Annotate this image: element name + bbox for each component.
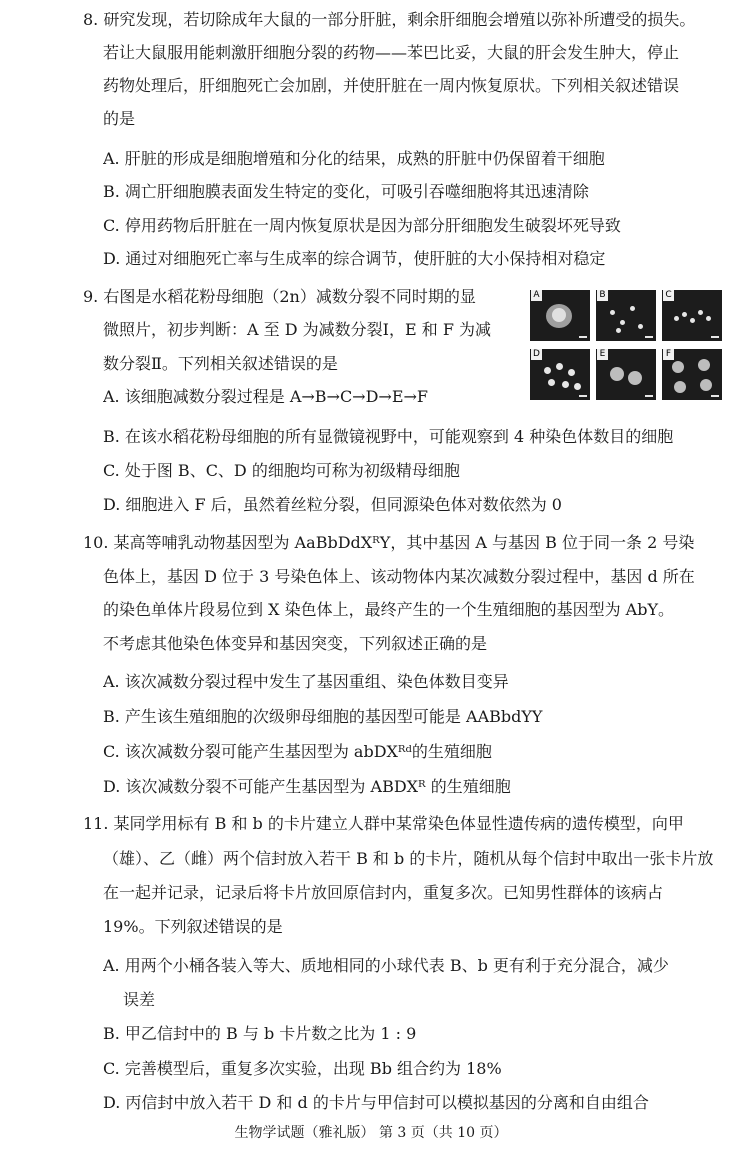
- q8-stem-line-3: 药物处理后，肝细胞死亡会加剧，并使肝脏在一周内恢复原状。下列相关叙述错误: [103, 76, 680, 95]
- q11-stem-line-4: 19%。下列叙述错误的是: [103, 917, 283, 936]
- q9-option-c: C. 处于图 B、C、D 的细胞均可称为初级精母细胞: [103, 461, 460, 480]
- q10-stem-line-4: 不考虑其他染色体变异和基因突变，下列叙述正确的是: [103, 634, 488, 653]
- panel-label-e: E: [597, 349, 608, 360]
- q11-stem-line-2: （雄）、乙（雌）两个信封放入若干 B 和 b 的卡片，随机从每个信封中取出一张卡片放: [103, 849, 714, 868]
- q11-stem-line-3: 在一起并记录，记录后将卡片放回原信封内，重复多次。已知男性群体的该病占: [103, 883, 664, 902]
- q9-option-a: A. 该细胞减数分裂过程是 A→B→C→D→E→F: [103, 387, 429, 406]
- q11-option-a-continued: 误差: [123, 990, 156, 1009]
- q9-stem-line-2: 微照片，初步判断：A 至 D 为减数分裂Ⅰ，E 和 F 为减: [103, 320, 492, 339]
- q9-option-b: B. 在该水稻花粉母细胞的所有显微镜视野中，可能观察到 4 种染色体数目的细胞: [103, 427, 674, 446]
- q8-option-a: A. 肝脏的形成是细胞增殖和分化的结果，成熟的肝脏中仍保留着干细胞: [103, 149, 605, 168]
- micrograph-panel-b: [596, 290, 656, 341]
- q8-option-d: D. 通过对细胞死亡率与生成率的综合调节，使肝脏的大小保持相对稳定: [103, 249, 606, 268]
- q9-stem-line-1: 9. 右图是水稻花粉母细胞（2n）减数分裂不同时期的显: [83, 287, 476, 306]
- q9-stem-line-3: 数分裂Ⅱ。下列相关叙述错误的是: [103, 354, 338, 373]
- q10-option-a: A. 该次减数分裂过程中发生了基因重组、染色体数目变异: [103, 672, 509, 691]
- panel-label-f: F: [663, 349, 674, 360]
- q11-option-b: B. 甲乙信封中的 B 与 b 卡片数之比为 1 : 9: [103, 1024, 417, 1043]
- q10-stem-line-3: 的染色单体片段易位到 X 染色体上，最终产生的一个生殖细胞的基因型为 AbY。: [103, 600, 675, 619]
- q8-stem-line-1: 8. 研究发现，若切除成年大鼠的一部分肝脏，剩余肝细胞会增殖以弥补所遭受的损失。: [83, 10, 696, 29]
- q11-option-c: C. 完善模型后，重复多次实验，出现 Bb 组合约为 18%: [103, 1059, 502, 1078]
- q10-option-d: D. 该次减数分裂不可能产生基因型为 ABDXᴿ 的生殖细胞: [103, 777, 511, 796]
- q8-stem-line-2: 若让大鼠服用能刺激肝细胞分裂的药物——苯巴比妥，大鼠的肝会发生肿大，停止: [103, 43, 680, 62]
- micrograph-panel-d: [530, 349, 590, 400]
- q8-option-b: B. 凋亡肝细胞膜表面发生特定的变化，可吸引吞噬细胞将其迅速清除: [103, 182, 589, 201]
- panel-label-b: B: [597, 290, 608, 301]
- micrograph-panel-f: [662, 349, 722, 400]
- micrograph-panel-c: [662, 290, 722, 341]
- q11-stem-line-1: 11. 某同学用标有 B 和 b 的卡片建立人群中某常染色体显性遗传病的遗传模型，向甲: [83, 814, 684, 833]
- page-footer: 生物学试题（雅礼版） 第 3 页（共 10 页）: [234, 1125, 508, 1141]
- q8-stem-line-4: 的是: [103, 109, 136, 128]
- meiosis-micrograph-figure: [528, 290, 724, 402]
- q10-option-c: C. 该次减数分裂可能产生基因型为 abDXᴿᵈ的生殖细胞: [103, 742, 492, 761]
- q8-option-c: C. 停用药物后肝脏在一周内恢复原状是因为部分肝细胞发生破裂坏死导致: [103, 216, 621, 235]
- q10-stem-line-2: 色体上，基因 D 位于 3 号染色体上、该动物体内某次减数分裂过程中，基因 d 所在: [103, 567, 695, 586]
- panel-label-a: A: [531, 290, 542, 301]
- q9-option-d: D. 细胞进入 F 后，虽然着丝粒分裂，但同源染色体对数依然为 0: [103, 495, 562, 514]
- q11-option-d: D. 丙信封中放入若干 D 和 d 的卡片与甲信封可以模拟基因的分离和自由组合: [103, 1093, 649, 1112]
- panel-label-d: D: [531, 349, 542, 360]
- panel-label-c: C: [663, 290, 674, 301]
- micrograph-panel-a: [530, 290, 590, 341]
- q10-stem-line-1: 10. 某高等哺乳动物基因型为 AaBbDdXᴿY，其中基因 A 与基因 B 位于同一条 2 号染: [83, 533, 695, 552]
- q10-option-b: B. 产生该生殖细胞的次级卵母细胞的基因型可能是 AABbdYY: [103, 707, 543, 726]
- micrograph-panel-e: [596, 349, 656, 400]
- q11-option-a: A. 用两个小桶各装入等大、质地相同的小球代表 B、b 更有利于充分混合，减少: [103, 956, 669, 975]
